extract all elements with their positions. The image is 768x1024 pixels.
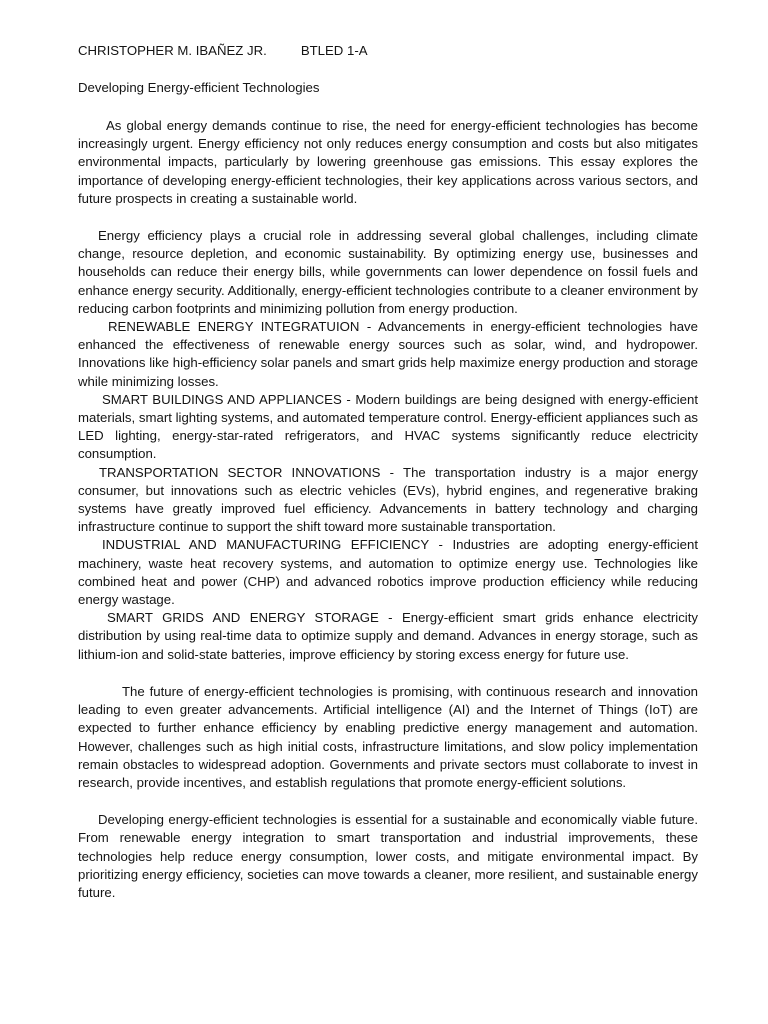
document-title: Developing Energy-efficient Technologies [78, 80, 320, 95]
document-page [78, 40, 698, 902]
application-renewable-energy: RENEWABLE ENERGY INTEGRATUION - Advancements in energy-efficient technologies have enhanced the effectiveness of renewable energy sources such as solar, wind, and hydropower. Innovations like high-efficiency solar panels and smart grids help maximize energy production and storage while minimizing losses. [78, 319, 698, 389]
future-paragraph: The future of energy-efficient technologies is promising, with continuous research and innovation leading to even greater advancements. Artificial intelligence (AI) and the Internet of Things (IoT) are expected to further enhance efficiency by enabling predictive energy management and automation. However, challenges such as high initial costs, infrastructure limitations, and slow policy implementation remain obstacles to widespread adoption. Governments and private sectors must collaborate to invest in research, provide incentives, and establish regulations that promote energy-efficient solutions. [78, 683, 698, 790]
intro-paragraph: As global energy demands continue to rise, the need for energy-efficient technologies has become increasingly urgent. Energy efficiency not only reduces energy consumption and costs but also mitigates environmental impacts, particularly by lowering greenhouse gas emissions. This essay explores the importance of developing energy-efficient technologies, their key applications across various sectors, and future prospects in creating a sustainable world. [78, 118, 698, 206]
application-smart-grids: SMART GRIDS AND ENERGY STORAGE - Energy-efficient smart grids enhance electricity distribution by using real-time data to optimize supply and demand. Advances in energy storage, such as lithium-ion and solid-state batteries, improve efficiency by storing excess energy for future use. [78, 610, 698, 662]
application-transportation: TRANSPORTATION SECTOR INNOVATIONS - The transportation industry is a major energy consumer, but innovations such as electric vehicles (EVs), hybrid engines, and regenerative braking systems have greatly improved fuel efficiency. Advancements in battery technology and charging infrastructure continue to support the shift toward more sustainable transportation. [78, 464, 698, 535]
conclusion-paragraph: Developing energy-efficient technologies is essential for a sustainable and economically viable future. From renewable energy integration to smart transportation and industrial improvements, these technologies help reduce energy consumption, lower costs, and mitigate environmental impact. By prioritizing energy efficiency, societies can move towards a cleaner, more resilient, and sustainable energy future. [78, 812, 698, 900]
application-smart-buildings: SMART BUILDINGS AND APPLIANCES - Modern buildings are being designed with energy-efficient materials, smart lighting systems, and automated temperature control. Energy-efficient appliances such as LED lighting, energy-star-rated refrigerators, and HVAC systems significantly reduce electricity consumption. [78, 391, 698, 462]
importance-paragraph: Energy efficiency plays a crucial role in addressing several global challenges, including climate change, resource depletion, and economic sustainability. By optimizing energy use, businesses and households can reduce their energy bills, while governments can lower dependence on fossil fuels and enhance energy security. Additionally, energy-efficient technologies contribute to a cleaner environment by reducing carbon footprints and minimizing pollution from energy production. [78, 228, 698, 316]
application-industrial: INDUSTRIAL AND MANUFACTURING EFFICIENCY - Industries are adopting energy-efficient machinery, waste heat recovery systems, and automation to optimize energy use. Technologies like combined heat and power (CHP) and advanced robotics improve production efficiency while reducing energy wastage. [78, 537, 698, 608]
student-class: BTLED 1-A [300, 43, 368, 58]
document-header [78, 40, 698, 62]
student-name: CHRISTOPHER M. IBAÑEZ JR. [78, 43, 267, 58]
